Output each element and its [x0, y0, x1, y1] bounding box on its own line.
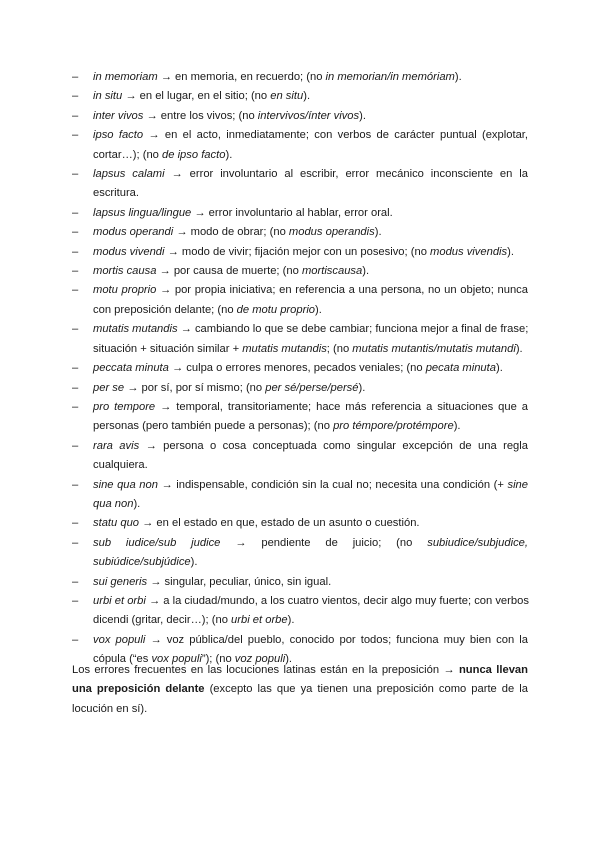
text-segment: → culpa o errores menores, pecados veniales; (no — [168, 362, 426, 375]
list-item — [72, 320, 528, 359]
text-segment: ). — [315, 303, 322, 316]
text-segment: ; (no — [326, 342, 353, 355]
latin-term: de motu proprio — [236, 303, 316, 316]
text-line — [93, 379, 528, 398]
latin-term: ipso facto — [93, 129, 144, 142]
text-segment: → modo de obrar; (no — [173, 226, 289, 239]
latin-term: vox populi — [93, 633, 146, 646]
dash-bullet: – — [72, 381, 79, 394]
list-item — [72, 398, 528, 437]
text-line — [93, 592, 528, 611]
dash-bullet: – — [72, 400, 79, 413]
dash-bullet: – — [72, 284, 79, 297]
text-segment: dicendi (gritar, decir…); (no — [93, 614, 232, 627]
text-segment: personas (pero también puede a personas); (no — [93, 420, 334, 433]
text-segment: cualquiera. — [93, 459, 148, 472]
latin-term: sine — [507, 478, 528, 491]
latin-term: mutatis mutandis — [93, 323, 178, 336]
text-line — [72, 680, 528, 699]
latin-term: peccata minuta — [93, 362, 169, 375]
text-segment: ). — [285, 653, 293, 666]
text-segment: ). — [495, 362, 503, 375]
text-line — [93, 359, 528, 378]
list-item — [72, 243, 528, 262]
latin-locutions-list — [72, 68, 528, 670]
latin-term: modus vivendi — [93, 245, 165, 258]
latin-term: modus operandis — [288, 226, 375, 239]
text-line — [93, 320, 528, 339]
latin-term: urbi et orbe — [231, 614, 288, 627]
latin-term: mortiscausa — [301, 265, 363, 278]
list-item — [72, 126, 528, 165]
dash-bullet: – — [72, 226, 79, 239]
list-item — [72, 281, 528, 320]
text-segment: ). — [507, 245, 514, 258]
latin-term: in situ — [93, 90, 123, 103]
list-item — [72, 262, 528, 281]
dash-bullet: – — [72, 265, 79, 278]
text-segment: ). — [133, 497, 141, 510]
latin-term: in memoriam — [93, 71, 158, 83]
latin-term: urbi et orbi — [93, 594, 146, 607]
dash-bullet: – — [72, 362, 79, 375]
text-line — [93, 534, 528, 553]
text-segment: → en el lugar, en el sitio; (no — [122, 90, 271, 103]
latin-term: sub iudice/sub judice — [93, 536, 221, 549]
text-line — [93, 165, 528, 184]
text-line — [93, 281, 528, 300]
list-item — [72, 476, 528, 515]
text-segment: situación + situación similar + — [93, 342, 243, 355]
text-line — [93, 417, 528, 436]
latin-term: in memorian/in memóriam — [325, 71, 455, 83]
text-line — [93, 573, 528, 592]
text-segment: → error involuntario al escribir, error mecánico inconsciente en la — [164, 168, 529, 181]
text-line — [93, 631, 528, 650]
dash-bullet: – — [72, 109, 79, 122]
dash-bullet: – — [72, 168, 79, 181]
text-line — [93, 146, 528, 165]
latin-term: mortis causa — [93, 265, 157, 278]
dash-bullet: – — [72, 245, 79, 258]
text-segment: ). — [374, 226, 382, 239]
text-segment: ”); (no — [201, 653, 235, 666]
text-line — [93, 107, 528, 126]
text-line — [93, 514, 528, 533]
text-segment: con preposición delante; (no — [93, 303, 237, 316]
text-segment: → por propia iniciativa; en referencia a una persona, no un objeto; nunca — [156, 284, 528, 297]
latin-term: lapsus calami — [93, 168, 165, 181]
text-line — [93, 87, 528, 106]
latin-term: sine qua non — [93, 478, 158, 491]
text-segment: escritura. — [93, 187, 140, 200]
latin-term: mutatis mutandis — [242, 342, 327, 355]
text-segment: → indispensable, condición sin la cual no; necesita una condición (+ — [157, 478, 508, 491]
text-line — [93, 204, 528, 223]
list-item — [72, 87, 528, 106]
text-line — [93, 184, 528, 203]
text-line — [93, 340, 528, 359]
text-line — [72, 700, 528, 719]
text-line — [72, 661, 528, 680]
latin-term: pro tempore — [93, 400, 156, 413]
text-segment: locución en sí). — [72, 702, 148, 715]
latin-term: per sé/perse/persé — [265, 381, 359, 394]
dash-bullet: – — [72, 129, 79, 142]
latin-term: modus operandi — [93, 226, 174, 239]
list-item — [72, 165, 528, 204]
dash-bullet: – — [72, 90, 79, 103]
latin-term: subiúdice/subjúdice — [93, 556, 191, 569]
latin-term: voz populi — [234, 653, 286, 666]
text-segment: → entre los vivos; (no — [143, 109, 258, 122]
text-line — [93, 476, 528, 495]
text-segment: ). — [515, 342, 523, 355]
latin-term: vox populi — [151, 653, 202, 666]
text-segment: ). — [453, 420, 461, 433]
text-segment: → persona o cosa conceptuada como singular excepción de una regla — [139, 439, 528, 452]
text-segment: → singular, peculiar, único, sin igual. — [147, 575, 332, 588]
dash-bullet: – — [72, 575, 79, 588]
latin-term: sui generis — [93, 575, 148, 588]
text-segment: → por sí, por sí mismo; (no — [124, 381, 266, 394]
latin-term: subiudice/subjudice, — [427, 536, 528, 549]
latin-term: qua non — [93, 497, 134, 510]
dash-bullet: – — [72, 439, 79, 452]
text-line — [93, 243, 528, 262]
latin-term: lapsus lingua/lingue — [93, 206, 192, 219]
text-segment: ). — [287, 614, 295, 627]
text-line — [93, 262, 528, 281]
text-segment: cópula (“es — [93, 653, 152, 666]
latin-term: mutatis mutantis/mutatis mutandi — [352, 342, 516, 355]
text-segment: → en el estado en que, estado de un asunto o cuestión. — [139, 517, 420, 530]
text-segment: → cambiando lo que se debe cambiar; funciona mejor a final de frase; — [177, 323, 529, 336]
list-item — [72, 223, 528, 242]
text-line — [93, 301, 528, 320]
dash-bullet: – — [72, 536, 79, 549]
latin-term: de ipso facto — [162, 148, 226, 161]
list-item — [72, 204, 528, 223]
text-segment: Los errores frecuentes en las locuciones latinas están en la preposición → — [72, 664, 459, 676]
text-segment: → voz pública/del pueblo, conocido por todos; funciona muy bien con la — [145, 633, 528, 646]
text-line — [93, 398, 528, 417]
text-line — [93, 611, 528, 630]
bold-text: una preposición delante — [72, 683, 205, 696]
text-segment: ). — [359, 109, 366, 122]
list-item — [72, 437, 528, 476]
dash-bullet: – — [72, 478, 79, 491]
text-segment: ). — [358, 381, 366, 394]
text-line — [93, 437, 528, 456]
list-item — [72, 379, 528, 398]
text-line — [93, 126, 528, 145]
text-segment: ). — [362, 265, 370, 278]
latin-term: pecata minuta — [425, 362, 496, 375]
list-item — [72, 534, 528, 573]
latin-term: en situ — [270, 90, 304, 103]
text-segment: → a la ciudad/mundo, a los cuatro vientos, decir algo muy fuerte; con verbos — [145, 594, 529, 607]
text-segment: ). — [454, 71, 462, 83]
dash-bullet: – — [72, 517, 79, 530]
text-line — [93, 495, 528, 514]
text-segment: ). — [190, 556, 198, 569]
text-segment: ). — [225, 148, 233, 161]
latin-term: pro témpore/protémpore — [333, 420, 454, 433]
text-line — [93, 456, 528, 475]
text-line — [93, 223, 528, 242]
text-segment: → en memoria, en recuerdo; (no — [157, 71, 326, 83]
text-segment: → en el acto, inmediatamente; con verbos de carácter puntual (explotar, — [143, 129, 529, 142]
latin-term: rara avis — [93, 439, 140, 452]
bold-text: nunca llevan — [458, 664, 528, 676]
list-item — [72, 592, 528, 631]
list-item — [72, 359, 528, 378]
text-segment: cortar…); (no — [93, 148, 163, 161]
latin-term: inter vivos — [93, 109, 144, 122]
closing-paragraph — [72, 661, 528, 719]
text-segment: (excepto las que ya tienen una preposición como parte de la — [204, 683, 528, 696]
list-item — [72, 107, 528, 126]
dash-bullet: – — [72, 206, 79, 219]
latin-term: motu proprio — [93, 284, 157, 297]
dash-bullet: – — [72, 323, 79, 336]
dash-bullet: – — [72, 71, 79, 83]
text-line — [93, 553, 528, 572]
text-segment: → modo de vivir; fijación mejor con un posesivo; (no — [164, 245, 431, 258]
dash-bullet: – — [72, 633, 79, 646]
latin-term: modus vivendis — [430, 245, 508, 258]
text-segment: → error involuntario al hablar, error oral. — [191, 206, 393, 219]
latin-term: statu quo — [93, 517, 140, 530]
latin-term: intervivos/ínter vivos — [257, 109, 360, 122]
list-item — [72, 514, 528, 533]
text-segment: → por causa de muerte; (no — [156, 265, 302, 278]
text-segment: → pendiente de juicio; (no — [220, 536, 428, 549]
dash-bullet: – — [72, 594, 79, 607]
text-segment: → temporal, transitoriamente; hace más referencia a situaciones que a — [155, 400, 529, 413]
text-segment: ). — [303, 90, 311, 103]
list-item — [72, 68, 528, 87]
latin-term: per se — [93, 381, 125, 394]
list-item — [72, 573, 528, 592]
text-line — [93, 68, 528, 87]
